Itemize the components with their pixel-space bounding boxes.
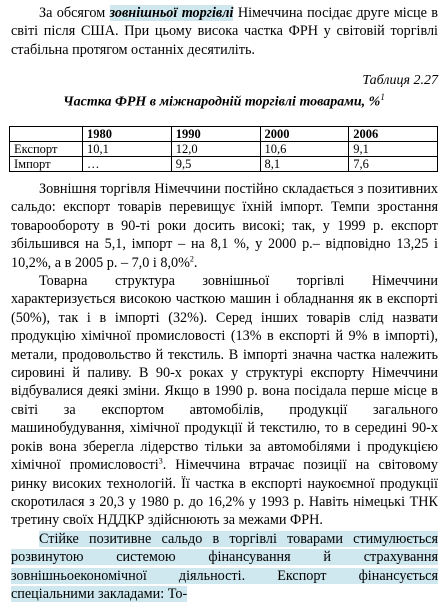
table-title bbox=[0, 92, 448, 111]
table-cell: 10,6 bbox=[260, 142, 349, 157]
table-header-cell: 2006 bbox=[349, 127, 438, 142]
paragraph-export-financing bbox=[11, 530, 438, 603]
body-text bbox=[11, 180, 438, 603]
paragraph-commodity-structure bbox=[11, 272, 438, 530]
table-cell: 10,1 bbox=[83, 142, 172, 157]
intro-text-1: За обсягом bbox=[39, 5, 110, 21]
paragraph-text: . Німеччина втрачає позиції на світовому ринку високих технологій. Її частка в експорті наукоємної продукції скоротилася з 20,3 у 1980 р. до 16,2% у 1993 р. Навіть німецькі ТНК третину своїх НДДКР здійснюють за межами ФРН. bbox=[11, 457, 439, 529]
intro-highlight-term: зовнішньої торгівлі bbox=[109, 5, 234, 21]
table-cell: 9,5 bbox=[171, 157, 260, 172]
table-title-text: Частка ФРН в міжнародній торгівлі товарами, % bbox=[63, 94, 381, 110]
table-header-cell: 1980 bbox=[83, 127, 172, 142]
table-header-cell bbox=[10, 127, 83, 142]
intro-text-2: Німеччина посідає друге місце в світі після США. При цьому висока частка ФРН у світовій торгівлі стабільна протягом останніх десятиліть. bbox=[11, 5, 438, 58]
share-table bbox=[9, 126, 438, 172]
paragraph-text: Товарна структура зовнішньої торгівлі Німеччини характеризується високою часткою машин і обладнання як в експорті (50%), так і в імпорті (32%). Серед інших товарів слід назвати продукцію хімічної промисловості (13% в експорті й 9% в імпорті), метали, продовольство й текстиль. В імпорті значна частка належить сировині й паливу. В 90-х роках у структурі експорту Німеччини відбувалися деякі зміни. Якщо в 1990 р. вона посідала перше місце в світі за експортом автомобілів, продукції загального машинобудування, хімічної продукції й текстилю, то в середині 90-х років вона зберегла лідерство тільки за автомобілями і продукцією хімічної промисловості bbox=[11, 273, 438, 474]
footnote-marker: 3 bbox=[158, 456, 163, 466]
footnote-marker: 2 bbox=[189, 253, 194, 263]
paragraph-text: . bbox=[193, 254, 198, 271]
table-cell: 9,1 bbox=[349, 142, 438, 157]
table-header-row bbox=[10, 127, 438, 142]
intro-paragraph bbox=[11, 4, 438, 59]
table-cell: Імпорт bbox=[10, 157, 83, 172]
table-header-cell: 2000 bbox=[260, 127, 349, 142]
paragraph-text: Стійке позитивне сальдо в торгівлі товарами стимулюється розвинутою системою фінансування й страхування зовнішньоекономічної діяльності. Експорт фінансується спеціальними закладами: То- bbox=[11, 530, 438, 602]
table-cell: 12,0 bbox=[171, 142, 260, 157]
table-row bbox=[10, 142, 438, 157]
table-header-cell: 1990 bbox=[171, 127, 260, 142]
table-cell: Експорт bbox=[10, 142, 83, 157]
paragraph-trade-balance bbox=[11, 180, 438, 272]
table-number: Таблиця 2.27 bbox=[362, 73, 438, 88]
table-cell: 7,6 bbox=[349, 157, 438, 172]
table-title-footnote: 1 bbox=[380, 92, 385, 102]
table-cell: 8,1 bbox=[260, 157, 349, 172]
table-cell: … bbox=[83, 157, 172, 172]
table-row bbox=[10, 157, 438, 172]
paragraph-text: Зовнішня торгівля Німеччини постійно складається з позитивних сальдо: експорт товарів перевищує їхній імпорт. Темпи зростання товарообороту в 90-ті роки досить високі; так, у 1999 р. експорт збільшився на 5,1, імпорт – на 8,1 %, у 2000 р.– відповідно 13,25 і 10,2%, а в 2005 р. – 7,0 і 8,0% bbox=[11, 181, 438, 271]
